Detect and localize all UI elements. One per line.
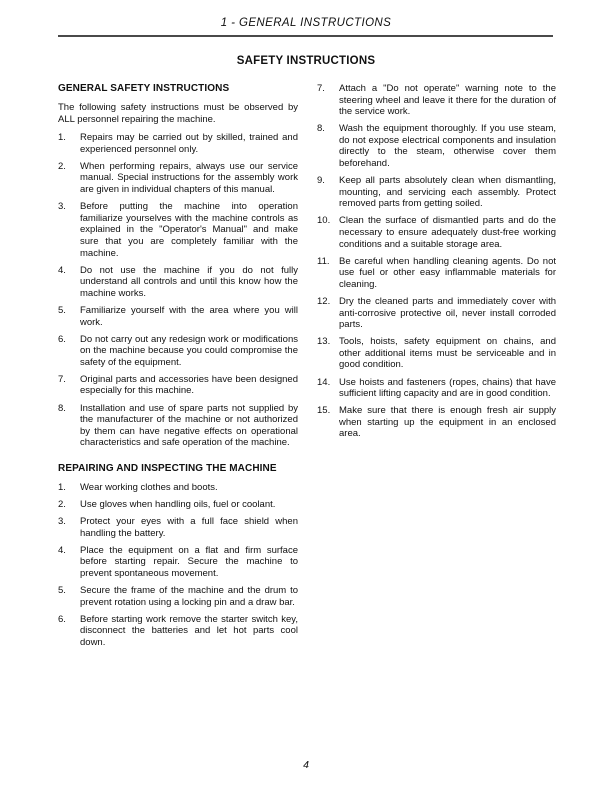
list-item-number: 7. [58, 373, 66, 385]
list-item-text: When performing repairs, always use our service manual. Special instructions for the assembly work are given in individual chapters of this manual. [80, 160, 298, 196]
list-item-text: Use gloves when handling oils, fuel or coolant. [80, 499, 276, 511]
list-item-text: Protect your eyes with a full face shield when handling the battery. [80, 516, 298, 539]
repairing-list-part2 [317, 83, 556, 440]
list-item-text: Use hoists and fasteners (ropes, chains) that have sufficient lifting capacity and are in good condition. [339, 376, 556, 400]
list-item-number: 8. [58, 402, 66, 414]
list-item [317, 123, 556, 169]
right-column [317, 83, 556, 446]
list-item [58, 305, 298, 328]
list-item [317, 405, 556, 440]
repairing-list-part1 [58, 482, 298, 649]
list-item-text: Installation and use of spare parts not supplied by the manufacturer of the machine or not authorized by them can have negative effects on operational characteristics and safe operation of the machine. [80, 402, 298, 449]
list-item [317, 336, 556, 371]
list-item-number: 5. [58, 304, 66, 316]
list-item [58, 201, 298, 259]
list-item [58, 482, 298, 494]
list-item-text: Do not use the machine if you do not fully understand all controls and until this know how the machine works. [80, 264, 298, 299]
list-item-text: Clean the surface of dismantled parts and do the necessary to ensure adequately dust-free working conditions and a suitable storage area. [339, 215, 556, 250]
list-item [58, 161, 298, 196]
list-item [58, 545, 298, 580]
list-item-number: 11. [317, 255, 330, 267]
list-item [58, 403, 298, 449]
list-item-text: Keep all parts absolutely clean when dismantling, mounting, and servicing each assembly. Protect removed parts from getting soiled. [339, 175, 556, 210]
list-item [58, 265, 298, 300]
list-item-text: Dry the cleaned parts and immediately cover with anti-corrosive protective oil, never install corroded parts. [339, 296, 556, 331]
list-item [317, 296, 556, 331]
chapter-header: 1 - GENERAL INSTRUCTIONS [220, 17, 392, 29]
list-item-text: Make sure that there is enough fresh air supply when starting up the equipment in an enclosed area. [339, 405, 556, 440]
list-item [317, 215, 556, 250]
list-item-number: 9. [317, 175, 325, 187]
list-item [58, 614, 298, 649]
list-item-text: Before putting the machine into operation familiarize yourselves with the machine controls as explained in the "Operator's Manual" and make sure that you are completely familiar with the machine. [80, 201, 298, 259]
list-item-number: 1. [58, 481, 66, 493]
list-item [58, 499, 298, 511]
header-rule [58, 35, 553, 37]
list-item-text: Place the equipment on a flat and firm surface before starting repair. Secure the machine to prevent spontaneous movement. [80, 544, 298, 579]
list-item-number: 2. [58, 499, 66, 511]
page-number: 4 [303, 759, 309, 771]
list-item-text: Wash the equipment thoroughly. If you use steam, do not expose electrical components and insulation directly to the steam, otherwise cover them beforehand. [339, 123, 556, 170]
list-item [58, 334, 298, 369]
section-intro: The following safety instructions must be observed by ALL personnel repairing the machine. [58, 102, 298, 125]
list-item-text: Attach a "Do not operate" warning note to the steering wheel and leave it there for the duration of the service work. [339, 83, 556, 118]
list-item-text: Tools, hoists, safety equipment on chains, and other additional items must be serviceable and in good condition. [339, 336, 556, 371]
list-item-text: Familiarize yourself with the area where you will work. [80, 304, 298, 328]
list-item-number: 2. [58, 160, 66, 172]
list-item-number: 5. [58, 585, 66, 597]
list-item-text: Be careful when handling cleaning agents. Do not use fuel or other easy inflammable materials for cleaning. [339, 255, 556, 290]
list-item [58, 132, 298, 155]
page-title: SAFETY INSTRUCTIONS [236, 55, 376, 67]
general-safety-list [58, 132, 298, 449]
left-column [58, 83, 298, 654]
list-item-number: 10. [317, 215, 331, 227]
list-item-number: 1. [58, 132, 66, 144]
list-item-number: 4. [58, 544, 66, 556]
list-item-number: 6. [58, 333, 66, 345]
list-item-number: 4. [58, 264, 66, 276]
list-item-number: 6. [58, 613, 66, 625]
list-item-number: 3. [58, 201, 66, 213]
list-item [317, 175, 556, 210]
list-item [58, 374, 298, 397]
list-item [58, 585, 298, 608]
list-item-text: Do not carry out any redesign work or modifications on the machine because you could compromise the safety of the equipment. [80, 333, 298, 368]
list-item [317, 256, 556, 291]
list-item-number: 12. [317, 296, 331, 307]
list-item [58, 516, 298, 539]
list-item-number: 14. [317, 376, 331, 388]
list-item-number: 7. [317, 83, 325, 94]
list-item [317, 377, 556, 400]
list-item-text: Secure the frame of the machine and the drum to prevent rotation using a locking pin and a draw bar. [80, 585, 298, 608]
section-heading-general: GENERAL SAFETY INSTRUCTIONS [58, 83, 230, 94]
list-item-text: Original parts and accessories have been designed especially for this machine. [80, 373, 298, 397]
list-item-text: Repairs may be carried out by skilled, trained and experienced personnel only. [80, 132, 298, 155]
list-item-number: 8. [317, 123, 325, 135]
list-item-text: Wear working clothes and boots. [80, 481, 218, 493]
section-heading-repairing: REPAIRING AND INSPECTING THE MACHINE [58, 462, 277, 474]
list-item-text: Before starting work remove the starter switch key, disconnect the batteries and let hot parts cool down. [80, 613, 298, 648]
list-item [317, 83, 556, 118]
list-item-number: 3. [58, 516, 66, 528]
list-item-number: 13. [317, 336, 331, 348]
list-item-number: 15. [317, 405, 331, 417]
